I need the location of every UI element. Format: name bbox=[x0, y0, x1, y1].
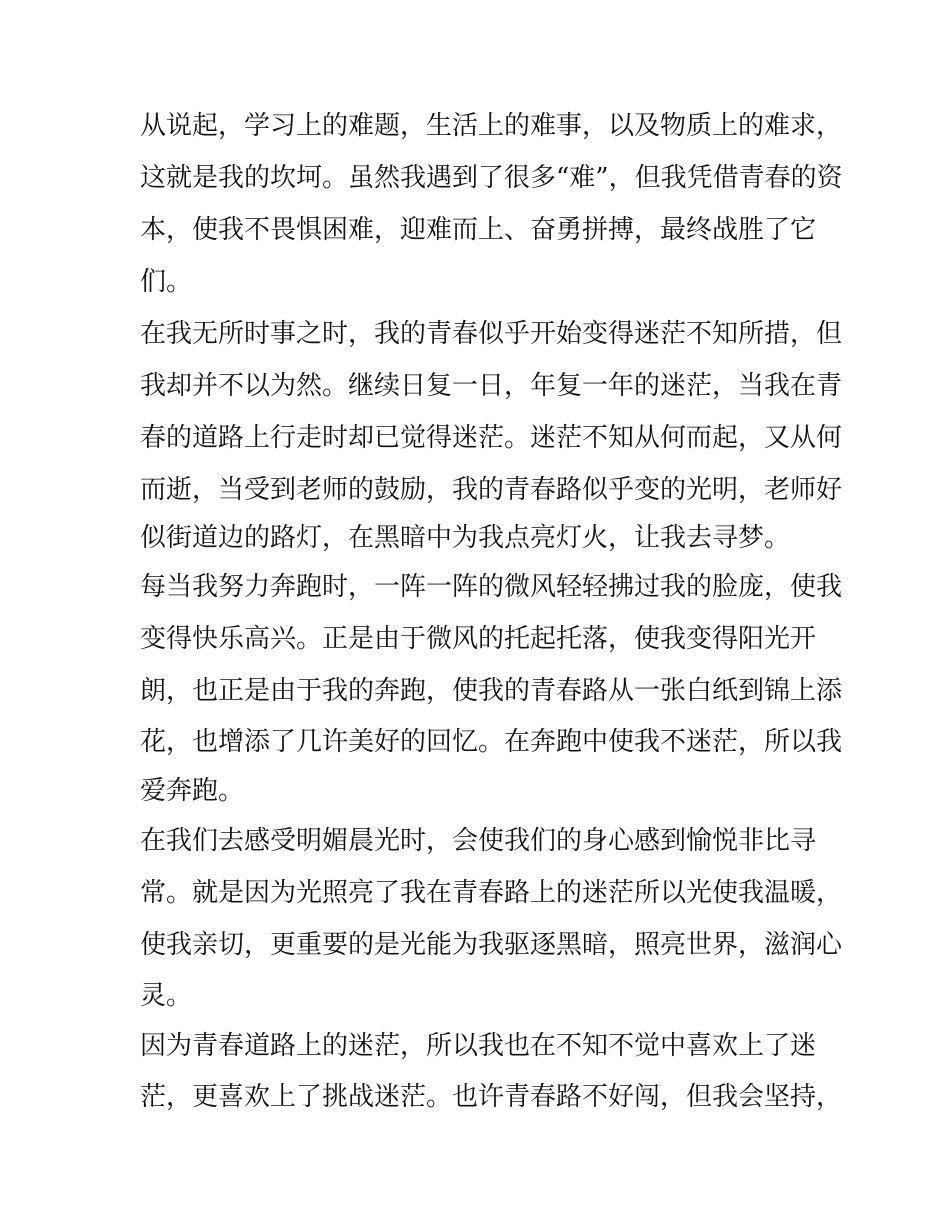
text-line: 使我亲切，更重要的是光能为我驱逐黑暗，照亮世界，滋润心 bbox=[140, 930, 843, 960]
text-line: 常。就是因为光照亮了我在青春路上的迷茫所以光使我温暖， bbox=[140, 878, 843, 908]
text-line: 变得快乐高兴。正是由于微风的托起托落，使我变得阳光开 bbox=[140, 624, 817, 654]
text-line: 本，使我不畏惧困难，迎难而上、奋勇拼搏，最终战胜了它 bbox=[140, 215, 817, 245]
text-line: 在我无所时事之时，我的青春似乎开始变得迷茫不知所措，但 bbox=[140, 319, 843, 349]
text-line: 春的道路上行走时却已觉得迷茫。迷茫不知从何而起，又从何 bbox=[140, 423, 843, 453]
text-line: 爱奔跑。 bbox=[140, 776, 245, 806]
text-line: 朗，也正是由于我的奔跑，使我的青春路从一张白纸到锦上添 bbox=[140, 676, 843, 706]
text-line: 茫，更喜欢上了挑战迷茫。也许青春路不好闯，但我会坚持， bbox=[140, 1082, 843, 1112]
text-line: 们。 bbox=[140, 267, 193, 297]
text-line: 从说起，学习上的难题，生活上的难事，以及物质上的难求， bbox=[140, 111, 843, 141]
text-line: 因为青春道路上的迷茫，所以我也在不知不觉中喜欢上了迷 bbox=[140, 1031, 817, 1061]
text-line: 花，也增添了几许美好的回忆。在奔跑中使我不迷茫，所以我 bbox=[140, 727, 843, 757]
text-line: 每当我努力奔跑时，一阵一阵的微风轻轻拂过我的脸庞，使我 bbox=[140, 572, 843, 602]
text-line: 在我们去感受明媚晨光时，会使我们的身心感到愉悦非比寻 bbox=[140, 826, 817, 856]
text-line: 似街道边的路灯，在黑暗中为我点亮灯火，让我去寻梦。 bbox=[140, 523, 791, 553]
text-line: 而逝，当受到老师的鼓励，我的青春路似乎变的光明，老师好 bbox=[140, 475, 843, 505]
text-line: 这就是我的坎坷。虽然我遇到了很多“难”，但我凭借青春的资 bbox=[140, 163, 843, 193]
text-line: 我却并不以为然。继续日复一日，年复一年的迷茫，当我在青 bbox=[140, 371, 843, 401]
text-line: 灵。 bbox=[140, 981, 193, 1011]
